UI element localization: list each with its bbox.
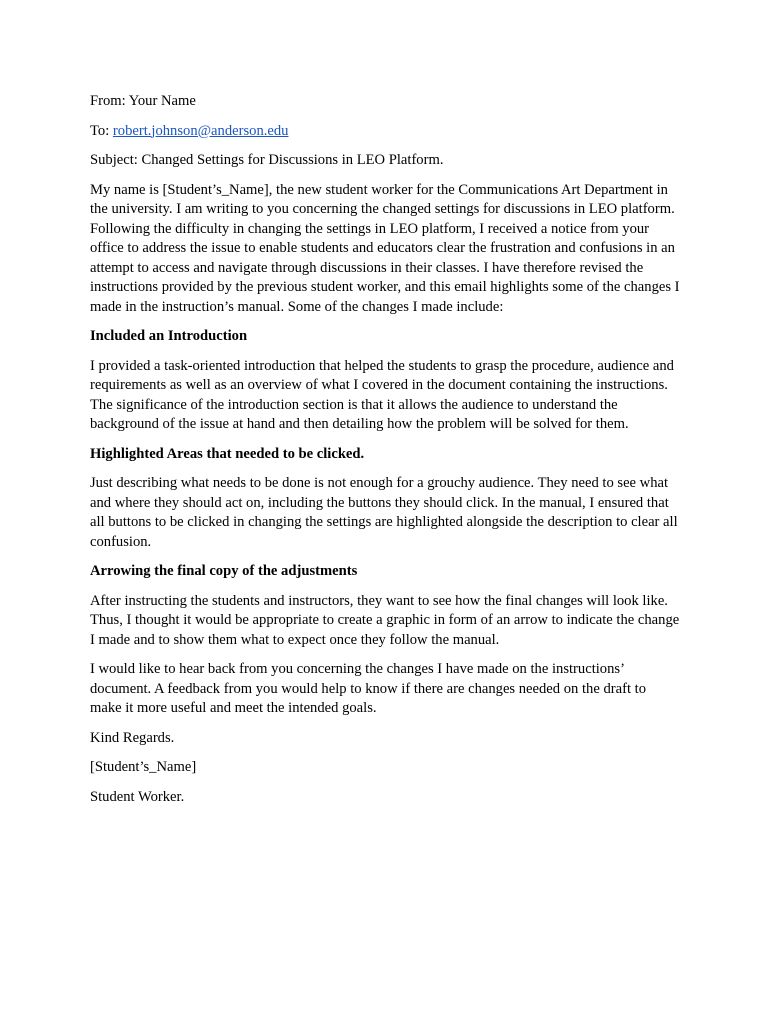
section-heading-introduction: Included an Introduction: [90, 328, 248, 344]
subject-line: Subject: Changed Settings for Discussions in LEO Platform.: [90, 152, 444, 168]
section-body-arrowing: After instructing the students and instructors, they want to see how the final changes will look like. Thus, I thought it would be appropriate to create a graphic in form of an arrow to indicate the change I made and to show them what to expect once they follow the manual.: [90, 592, 680, 648]
to-line: [90, 122, 680, 142]
closing-paragraph: I would like to hear back from you concerning the changes I have made on the instructions’ document. A feedback from you would help to know if there are changes needed on the draft to make it more useful and meet the intended goals.: [90, 661, 647, 716]
section-heading-highlighted-areas: Highlighted Areas that needed to be clicked.: [90, 445, 365, 462]
signature-name: [Student’s_Name]: [90, 759, 197, 775]
from-line: From: Your Name: [90, 93, 196, 109]
to-label: To:: [90, 122, 113, 139]
sign-off: Kind Regards.: [90, 729, 175, 746]
section-body-highlighted-areas: Just describing what needs to be done is not enough for a grouchy audience. They need to see what and where they should act on, including the buttons they should click. In the manual, I ensured that all buttons to be clicked in changing the settings are highlighted alongside the description to clear all confusion.: [90, 475, 678, 550]
section-body-introduction: I provided a task-oriented introduction that helped the students to grasp the procedure, audience and requirements as well as an overview of what I covered in the document containing the instructions. The significance of the introduction section is that it allows the audience to understand the background of the issue at hand and then detailing how the problem will be solved for them.: [90, 357, 674, 432]
recipient-email-link[interactable]: robert.johnson@anderson.edu: [112, 122, 289, 139]
intro-paragraph: My name is [Student’s_Name], the new student worker for the Communications Art Department in the university. I am writing to you concerning the changed settings for discussions in LEO platform. Following the difficulty in changing the settings in LEO platform, I received a notice from your office to address the issue to enable students and educators clear the frustration and confusions in an attempt to access and navigate through discussions in their classes. I have therefore revised the instructions provided by the previous student worker, and this email highlights some of the changes I made in the instruction’s manual. Some of the changes I made include:: [90, 181, 680, 315]
section-heading-arrowing: Arrowing the final copy of the adjustments: [90, 563, 358, 579]
signature-title: Student Worker.: [90, 788, 185, 805]
email-document: [90, 92, 680, 817]
